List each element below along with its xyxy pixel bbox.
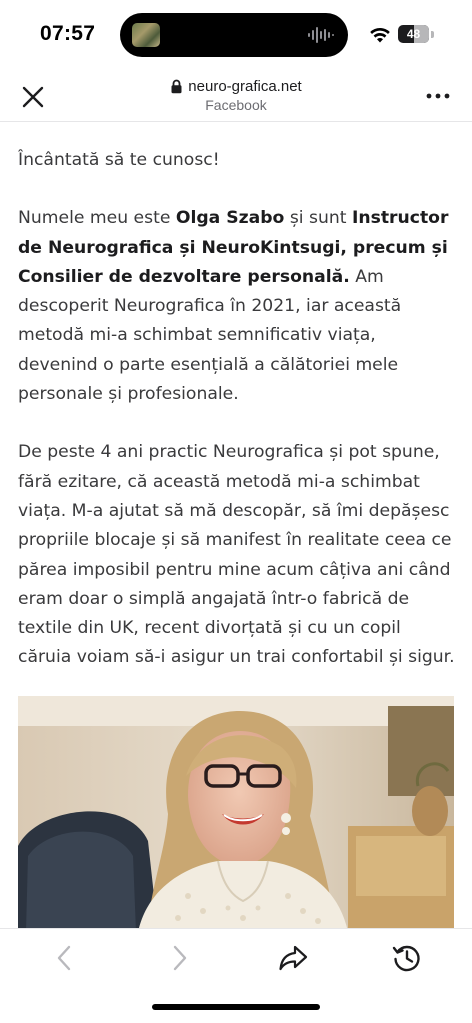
intro-mid: și sunt: [284, 208, 352, 229]
url-domain: neuro-grafica.net: [188, 78, 302, 95]
back-icon[interactable]: [50, 943, 80, 973]
history-icon[interactable]: [392, 943, 422, 973]
author-title: Instructor de Neurografica și NeuroKintsugi, precum și Consilier de dezvoltare personală.: [18, 208, 449, 287]
browser-header: [0, 70, 472, 122]
wifi-icon: [368, 24, 392, 44]
dynamic-island: [120, 13, 348, 57]
battery-indicator: [398, 25, 429, 43]
url-source: Facebook: [205, 97, 267, 113]
now-playing-thumbnail: [132, 23, 160, 47]
more-icon[interactable]: [424, 86, 452, 106]
share-icon[interactable]: [278, 943, 308, 973]
intro-paragraph: [18, 204, 458, 409]
status-bar: [0, 0, 472, 70]
author-name: Olga Szabo: [175, 208, 285, 229]
story-paragraph: De peste 4 ani practic Neurografica și pot spune, fără ezitare, că această metodă mi-a schimbat viața. M-a ajutat să mă descopăr, să îmi depășesc propriile blocaje și să manifest în realitate ceea ce părea imposibil pentru mine acum câțiva ani când eram doar o simplă angajată într-o fabrică de textile din UK, recent divorțată și cu un copil căruia voiam să-i asigur un trai confortabil și sigur.: [18, 442, 455, 668]
address-bar[interactable]: [110, 78, 362, 113]
greeting-text: Încântată să te cunosc!: [18, 150, 220, 170]
lock-icon: [170, 79, 183, 94]
author-photo: [18, 696, 454, 932]
article-body: [18, 146, 458, 702]
battery-nub: [431, 31, 434, 38]
audio-wave-icon: [308, 26, 334, 44]
intro-rest: Am descoperit Neurografica în 2021, iar această metodă mi-a schimbat semnificativ viața, devenind o parte esențială a călătoriei mele personale și profesionale.: [18, 266, 402, 405]
home-indicator[interactable]: [152, 1004, 320, 1010]
forward-icon[interactable]: [164, 943, 194, 973]
status-time: 07:57: [40, 22, 96, 45]
close-icon[interactable]: [20, 84, 46, 110]
battery-percent: 48: [406, 27, 421, 41]
intro-prefix: Numele meu este: [18, 208, 176, 229]
